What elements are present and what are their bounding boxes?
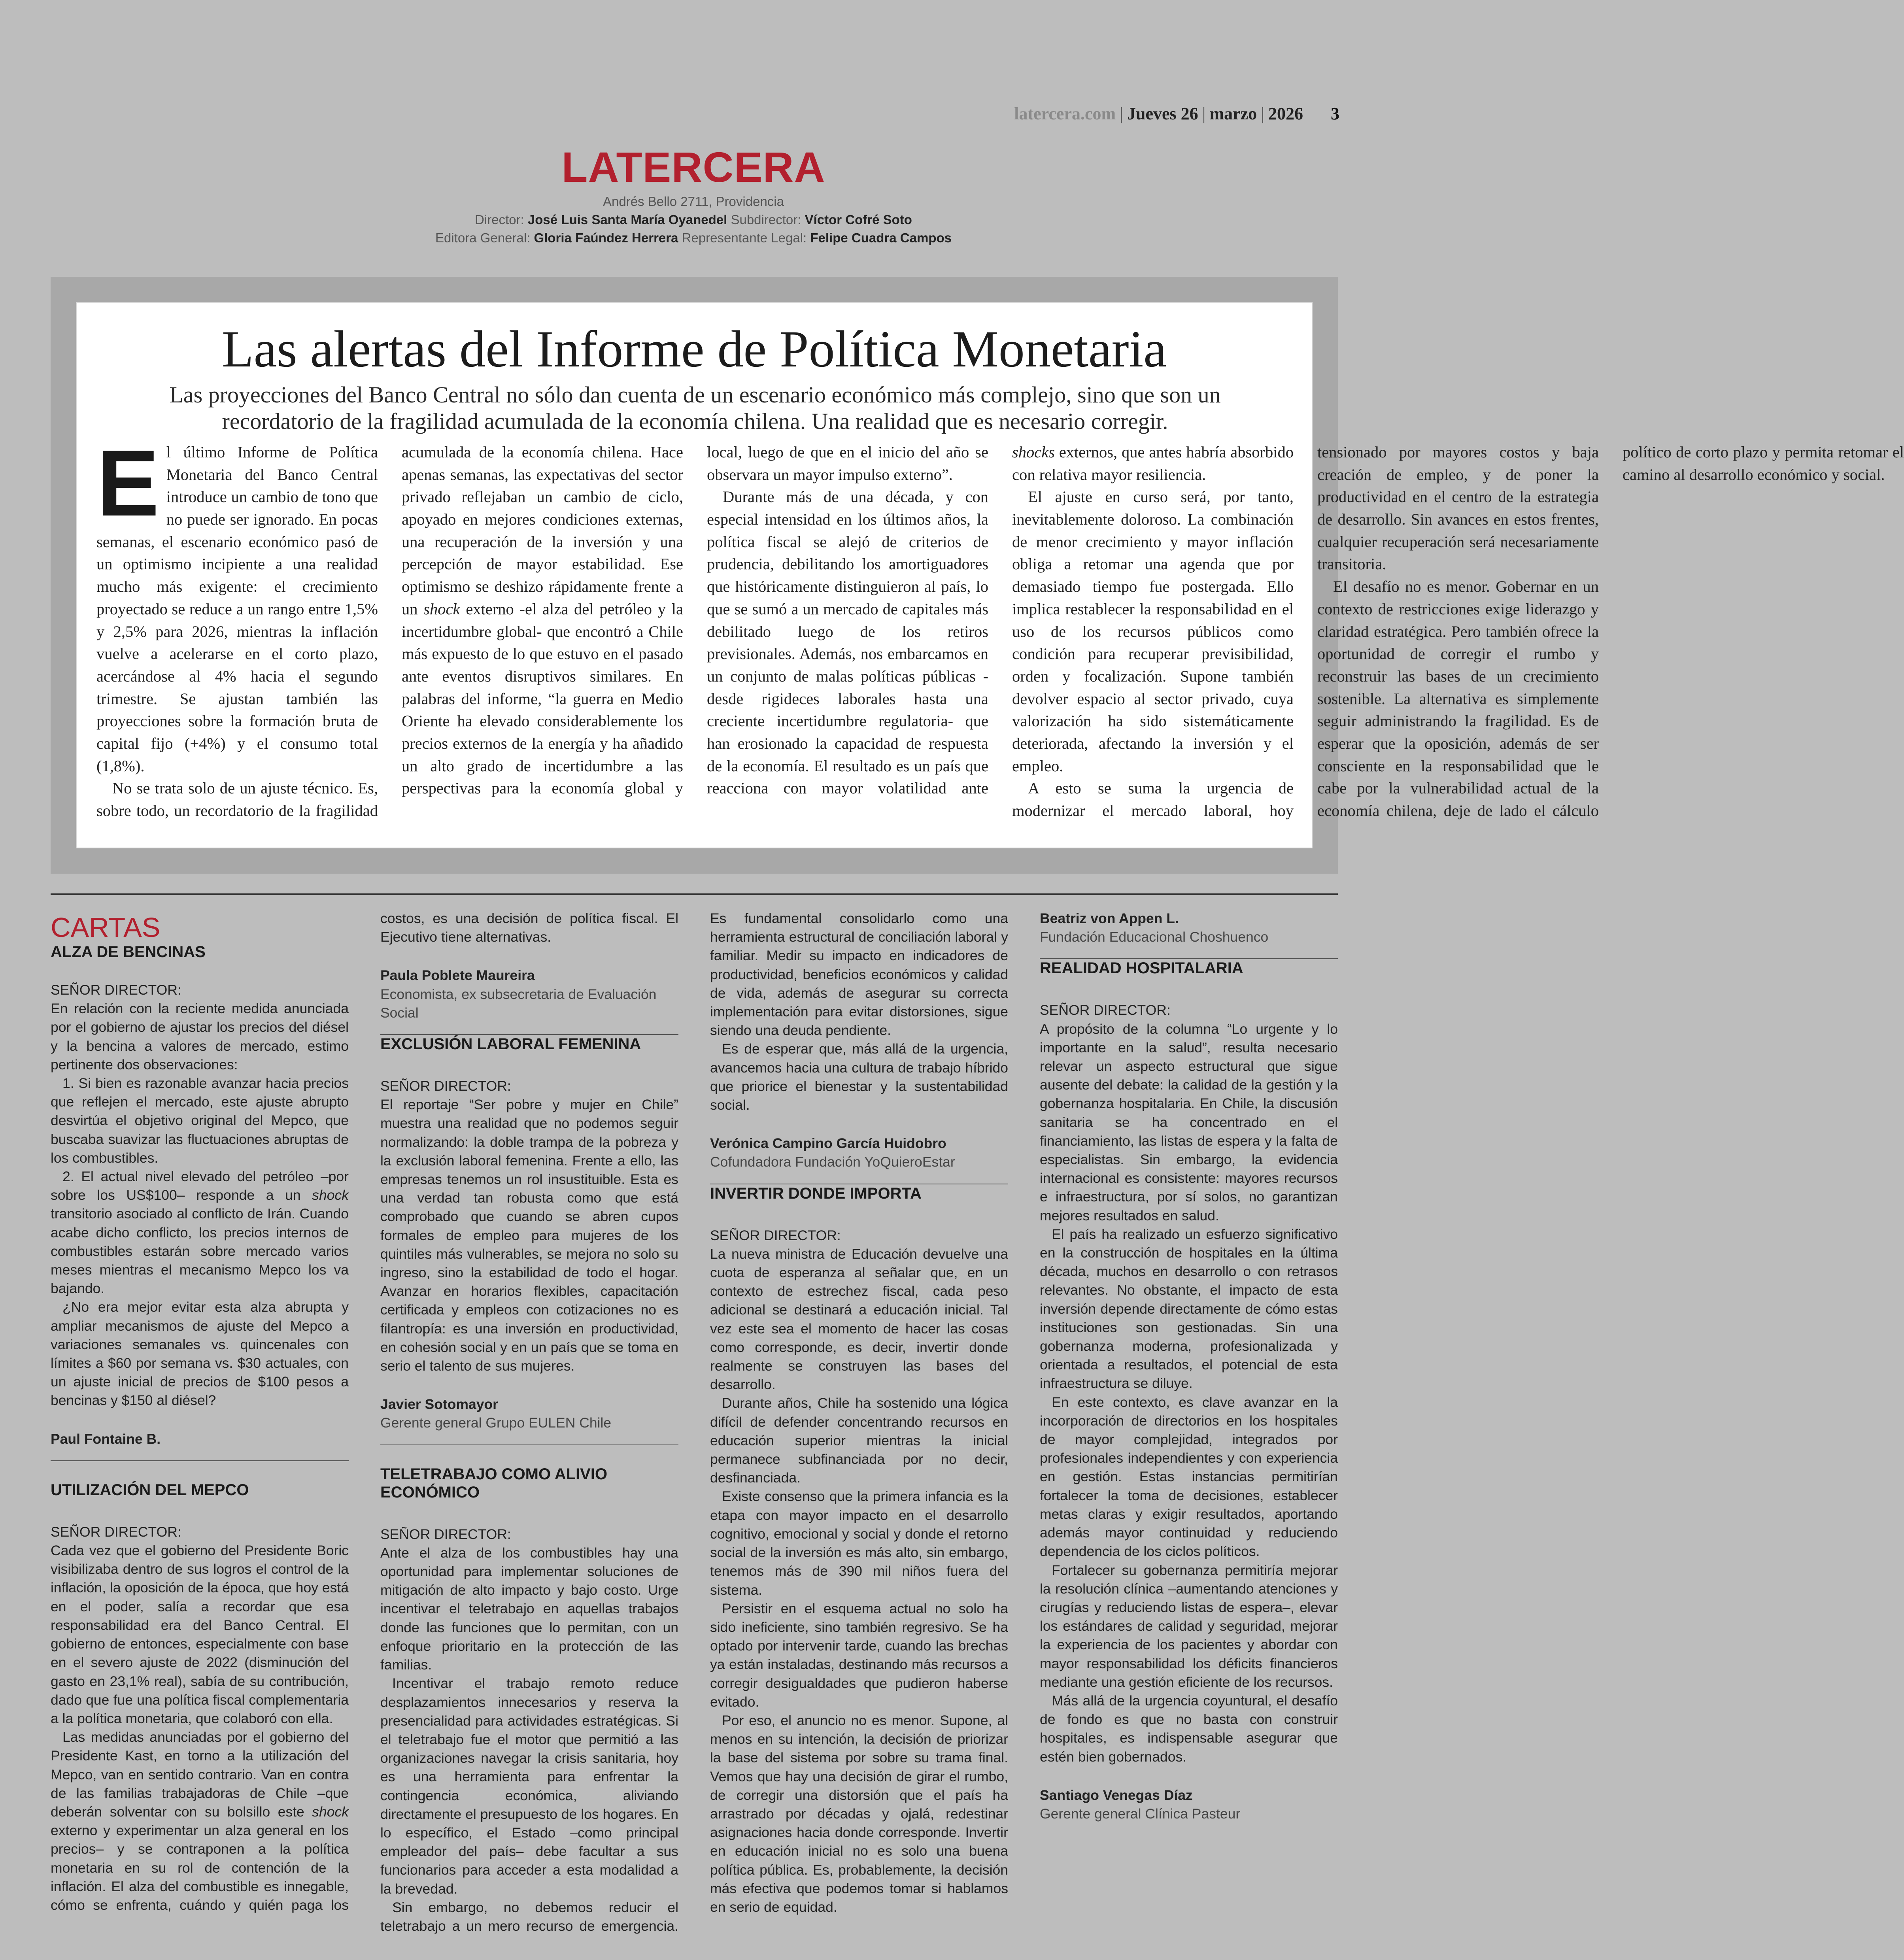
letter-title: TELETRABAJO COMO ALIVIO ECONÓMICO: [380, 1465, 608, 1501]
header-month: marzo: [1209, 104, 1257, 123]
masthead: [0, 142, 1387, 245]
letter-salutation: SEÑOR DIRECTOR:: [51, 982, 181, 998]
letter-signer: Santiago Venegas Díaz: [1040, 1787, 1193, 1803]
letter-divider: [51, 1460, 349, 1461]
letter-title: UTILIZACIÓN DEL MEPCO: [51, 1481, 249, 1499]
letter-title: INVERTIR DONDE IMPORTA: [710, 1184, 922, 1202]
newspaper-logo: LATERCERA: [561, 143, 825, 191]
letters-section-title: CARTAS: [51, 912, 161, 943]
site-link[interactable]: latercera.com: [1014, 104, 1116, 123]
newspaper-address: Andrés Bello 2711, Providencia: [603, 194, 784, 209]
letter-paragraph: ¿No era mejor evitar esta alza abrupta y ampliar mecanismos de ajuste del Mepco a variaciones semanales vs. quincenales con límites a $60 por semana vs. $30 actuales, con un ajuste inicial de precios de $100 pesos a bencinas y $150 al diésel?: [51, 1299, 349, 1409]
subdirector-name: Víctor Cofré Soto: [805, 212, 912, 227]
letter-exclusion-laboral: [380, 1035, 678, 1445]
letter-signer-role: Economista, ex subsecretaria de Evaluación Social: [380, 986, 657, 1021]
editora-name: Gloria Faúndez Herrera: [534, 230, 678, 245]
letter-paragraph: Las medidas anunciadas por el gobierno del Presidente Kast, en torno a la utilización del Mepco, van en sentido contrario. Van en contra de las familias trabajadoras de Chile –que deberán solventar con su bolsillo este shock externo y experimentar un alza general en los precios– y se contraponen a la política monetaria en su rol de contención de la inflación. El alza del combustible es innegable, cómo se enfrenta, cuándo y quién paga los costos, es una decisión de política fiscal. El Ejecutivo tiene alternativas.: [51, 910, 678, 1913]
letter-signer-role: Gerente general Clínica Pasteur: [1040, 1805, 1241, 1822]
credits-line-1: [0, 212, 1387, 227]
letter-salutation: SEÑOR DIRECTOR:: [710, 1227, 841, 1243]
editorial-paragraph-6: El desafío no es menor. Gobernar en un contexto de restricciones exige liderazgo y claridad estratégica. Pero también ofrece la oportunidad de corregir el rumbo y reconstruir las bases de un crecimiento sostenible. La alternativa es simplemente seguir administrando la fragilidad. Es de esperar que la oposición, además de ser consciente en la responsabilidad que le cabe por la vulnerabilidad actual de la economía chilena, deje de lado el cálculo político de corto plazo y permita retomar el camino al desarrollo económico y social.: [1317, 443, 1904, 819]
editorial-title: Las alertas del Informe de Política Monetaria: [222, 320, 1167, 378]
subdirector-label: Subdirector:: [731, 212, 801, 227]
letter-alza-bencinas: [51, 943, 349, 1461]
letter-paragraph: Es de esperar que, más allá de la urgencia, avancemos hacia una cultura de trabajo híbrido que priorice el bienestar y la sustentabilidad social.: [710, 1041, 1008, 1113]
letter-signer: Javier Sotomayor: [380, 1396, 498, 1412]
letter-paragraph: Durante años, Chile ha sostenido una lógica difícil de defender concentrando recursos en educación superior mientras la inicial permanece subfinanciada por no decir, desfinanciada.: [710, 1395, 1008, 1486]
letter-salutation: SEÑOR DIRECTOR:: [51, 1524, 181, 1540]
header-day: Jueves 26: [1127, 104, 1198, 123]
letter-paragraph: Fortalecer su gobernanza permitiría mejorar la resolución clínica –aumentando atenciones y cirugías y reduciendo listas de espera–, elevar los estándares de calidad y seguridad, mejorar la experiencia de los pacientes y abordar con mayor responsabilidad los déficits financieros mediante una gestión eficiente de los recursos.: [1040, 1562, 1338, 1690]
letter-paragraph: Existe consenso que la primera infancia es la etapa con mayor impacto en el desarrollo cognitivo, emocional y social y donde el retorno social de la inversión es más alto, sin embargo, tenemos más de 390 mil niños fuera del sistema.: [710, 1488, 1008, 1598]
page-number: 3: [1331, 104, 1339, 123]
letter-signer: Verónica Campino García Huidobro: [710, 1135, 946, 1152]
editora-label: Editora General:: [435, 230, 531, 245]
letter-paragraph: En este contexto, es clave avanzar en la incorporación de directorios en los hospitales de mayor complejidad, integrados por profesionales independientes y con experiencia en gestión. Estas instancias permitirían fortalecer la toma de decisiones, establecer metas claras y exigir resultados, aportando además mayor continuidad y reduciendo dependencia de los ciclos políticos.: [1040, 1394, 1338, 1560]
letter-salutation: SEÑOR DIRECTOR:: [380, 1526, 511, 1542]
letter-realidad-hospitalaria: [1040, 959, 1338, 1823]
editorial-box: [76, 302, 1904, 848]
representante-label: Representante Legal:: [682, 230, 807, 245]
editorial-paragraph-5: A esto se suma la urgencia de modernizar el mercado laboral, hoy tensionado por mayores costos y baja creación de empleo, y de poner la productividad en el centro de la estrategia de desarrollo. Sin avances en estos frentes, cualquier recuperación será necesariamente transitoria.: [1012, 443, 1599, 819]
director-label: Director:: [475, 212, 524, 227]
letter-paragraph: El reportaje “Ser pobre y mujer en Chile” muestra una realidad que no podemos seguir normalizando: la doble trampa de la pobreza y la exclusión laboral femenina. Frente a ello, las empresas tenemos un rol insustituible. Esta es una verdad tan robusta como que está comprobado que cuando se abren cupos formales de empleo para mujeres de los quintiles más vulnerables, se mejora no solo su ingreso, sino la estabilidad de todo el hogar. Avanzar en horarios flexibles, capacitación certificada y empleos con cotizaciones no es filantropía: es una inversión en productividad, en cohesión social y en un país que se toma en serio el talento de sus mujeres.: [380, 1097, 678, 1374]
letter-paragraph: 2. El actual nivel elevado del petróleo –por sobre los US$100– responde a un shock transitorio asociado al conflicto de Irán. Cuando acabe dicho conflicto, los precios internos de combustibles estarán sobre mercado varios meses mientras el mecanismo Mepco los va bajando.: [51, 1169, 349, 1297]
section-divider: [51, 893, 1338, 895]
letter-signer-role: Fundación Educacional Choshuenco: [1040, 929, 1269, 945]
letters-section: [51, 909, 1338, 1945]
letter-paragraph: Cada vez que el gobierno del Presidente Boric visibilizaba dentro de sus logros el control de la inflación, la oposición de la época, que hoy está en el poder, salía a recordar que esa responsabilidad era del Banco Central. El gobierno de entonces, especialmente con base en el severo ajuste de 2022 (disminución del gasto en 23,1% real), sabía de su contribución, dado que fue una política fiscal complementaria a la política monetaria, que colaboró con ella.: [51, 1543, 349, 1726]
letter-paragraph: Incentivar el trabajo remoto reduce desplazamientos innecesarios y reserva la presencialidad para actividades estratégicas. Si el teletrabajo fue el motor que permitió a las organizaciones navegar la crisis sanitaria, hoy es una herramienta para enfrentar la contingencia económica, aliviando directamente el presupuesto de los hogares. En lo específico, el Estado –como principal empleador del país– debe facultar a sus funcionarios para acceder a esta modalidad a la brevedad.: [380, 1675, 678, 1897]
editorial-subtitle: Las proyecciones del Banco Central no sólo dan cuenta de un escenario económico más complejo, sino que son un recordatorio de la fragilidad acumulada de la economía chilena. Una realidad que es necesario corregir.: [169, 382, 1221, 434]
letter-signer-role: Gerente general Grupo EULEN Chile: [380, 1415, 612, 1431]
letter-paragraph: 1. Si bien es razonable avanzar hacia precios que reflejen el mercado, este ajuste abrupto desvirtúa el objetivo original del Mepco, que buscaba suavizar las fluctuaciones abruptas de los combustibles.: [51, 1075, 349, 1166]
letter-signer: Beatriz von Appen L.: [1040, 910, 1179, 926]
letter-paragraph: Por eso, el anuncio no es menor. Supone, al menos en su intención, la decisión de priorizar la base del sistema por sobre su trama final. Vemos que hay una decisión de girar el rumbo, de corregir una distorsión que el país ha arrastrado por décadas y ojalá, redestinar asignaciones hacia donde corresponde. Invertir en educación inicial no es solo una buena política pública. Es, probablemente, la decisión más efectiva que podemos tomar si hablamos en serio de equidad.: [710, 1712, 1008, 1915]
letter-paragraph: Sin embargo, no debemos reducir el teletrabajo a un mero recurso de emergencia. Es fundamental consolidarlo como una herramienta estructural de conciliación laboral y familiar. Medir su impacto en indicadores de productividad, beneficios económicos y calidad de vida, además de asegurar su correcta implementación para evitar distorsiones, sigue siendo una deuda pendiente.: [380, 910, 1008, 1934]
letter-paragraph: Ante el alza de los combustibles hay una oportunidad para implementar soluciones de mitigación de alto impacto y bajo costo. Urge incentivar el teletrabajo en aquellas trabajos donde las funciones que lo permitan, con un enfoque prioritario en la protección de las familias.: [380, 1545, 678, 1673]
letter-paragraph: En relación con la reciente medida anunciada por el gobierno de ajustar los precios del diésel y la bencina a valores de mercado, estimo pertinente dos observaciones:: [51, 1001, 349, 1073]
representante-name: Felipe Cuadra Campos: [810, 230, 952, 245]
editorial-body: [96, 431, 1904, 840]
letter-salutation: SEÑOR DIRECTOR:: [380, 1078, 511, 1094]
letter-paragraph: La nueva ministra de Educación devuelve una cuota de esperanza al señalar que, en un contexto de estrechez fiscal, cada peso adicional se destinará a educación inicial. Tal vez este sea el momento de hacer las cosas como corresponde, es decir, invertir donde realmente se construyen las bases del desarrollo.: [710, 1246, 1008, 1393]
letter-signer: Paula Poblete Maureira: [380, 967, 535, 984]
editorial-paragraph-1: El último Informe de Política Monetaria del Banco Central introduce un cambio de tono que no puede ser ignorado. En pocas semanas, el escenario económico pasó de un optimismo incipiente a una realidad mucho más exigente: el crecimiento proyectado se reduce a un rango entre 1,5% y 2,5% para 2026, mientras la inflación vuelve a acelerarse en el corto plazo, acercándose al 4% hacia el segundo trimestre. Se ajustan también las proyecciones sobre la formación bruta de capital fijo (+4%) y el consumo total (1,8%).: [96, 431, 378, 775]
letter-paragraph: El país ha realizado un esfuerzo significativo en la construcción de hospitales en la última década, muchos en desarrollo o con retrasos relevantes. No obstante, el impacto de esta inversión depende directamente de cómo estas instituciones son gestionadas. Sin una gobernanza moderna, profesionalizada y orientada a resultados, el potencial de esta infraestructura se diluye.: [1040, 1226, 1338, 1392]
letter-salutation: SEÑOR DIRECTOR:: [1040, 1002, 1171, 1018]
letter-signer-role: Cofundadora Fundación YoQuieroEstar: [710, 1154, 955, 1170]
editorial-paragraph-4: El ajuste en curso será, por tanto, inevitablemente doloroso. La combinación de menor crecimiento y mayor inflación obliga a retomar una agenda que por demasiado tiempo fue postergada. Ello implica restablecer la responsabilidad en el uso de los recursos públicos como condición para recuperar previsibilidad, orden y focalización. Supone también devolver espacio al sector privado, cuya valorización ha sido sistemáticamente deteriorada, afectando la inversión y el empleo.: [1012, 488, 1294, 775]
letter-title: REALIDAD HOSPITALARIA: [1040, 959, 1243, 977]
header-year: 2026: [1268, 104, 1303, 123]
editorial-paragraph-2: No se trata solo de un ajuste técnico. Es, sobre todo, un recordatorio de la fragilidad acumulada de la economía chilena. Hace apenas semanas, las expectativas del sector privado reflejaban un cambio de ciclo, apoyado en mejores condiciones externas, una recuperación de la inversión y una percepción de mayor estabilidad. Ese optimismo se deshizo rápidamente frente a un shock externo -el alza del petróleo y la incertidumbre global- que encontró a Chile más expuesto de lo que estuvo en el pasado ante eventos disruptivos similares. En palabras del informe, “la guerra en Medio Oriente ha elevado considerablemente los precios externos de la energía y ha añadido un alto grado de incertidumbre a las perspectivas para la economía global y local, luego de que en el inicio del año se observara un mayor impulso externo”.: [96, 443, 988, 819]
page-header-bar: latercera.com | Jueves 26 | marzo | 2026 3: [1014, 104, 1339, 123]
editorial-frame: [51, 277, 1904, 874]
editorial-paragraph-3: Durante más de una década, y con especial intensidad en los últimos años, la política fiscal se alejó de criterios de prudencia, debilitando los amortiguadores que históricamente distinguieron al país, lo que se sumó a un mercado de capitales más debilitado luego de los retiros previsionales. Además, nos embarcamos en un conjunto de malas políticas públicas -desde rigideces laborales hasta una creciente incertidumbre regulatoria- que han erosionado la capacidad de respuesta de la economía. El resultado es un país que reacciona con mayor volatilidad ante shocks externos, que antes habría absorbido con relativa mayor resiliencia.: [707, 443, 1294, 797]
letter-paragraph: Más allá de la urgencia coyuntural, el desafío de fondo es que no basta con construir hospitales, es indispensable asegurar que estén bien gobernados.: [1040, 1692, 1338, 1765]
letter-title: EXCLUSIÓN LABORAL FEMENINA: [380, 1035, 641, 1053]
credits-line-2: [0, 230, 1387, 245]
letter-paragraph: Persistir en el esquema actual no solo ha sido ineficiente, sino también regresivo. Se ha optado por intervenir tarde, cuando las brechas ya están instaladas, destinando más recursos a corregir desigualdades que pudieron haberse evitado.: [710, 1600, 1008, 1710]
letter-signer: Paul Fontaine B.: [51, 1431, 161, 1447]
letter-title: ALZA DE BENCINAS: [51, 943, 206, 961]
director-name: José Luis Santa María Oyanedel: [527, 212, 727, 227]
letter-paragraph: A propósito de la columna “Lo urgente y lo importante en la salud”, resulta necesario relevar un aspecto estructural que sigue ausente del debate: la calidad de la gestión y la gobernanza hospitalaria. En Chile, la discusión sanitaria se ha concentrado en el financiamiento, las listas de espera y la falta de especialistas. Sin embargo, la evidencia internacional es consistente: mayores recursos e infraestructura, por sí solos, no garantizan mejores resultados en salud.: [1040, 1021, 1338, 1224]
